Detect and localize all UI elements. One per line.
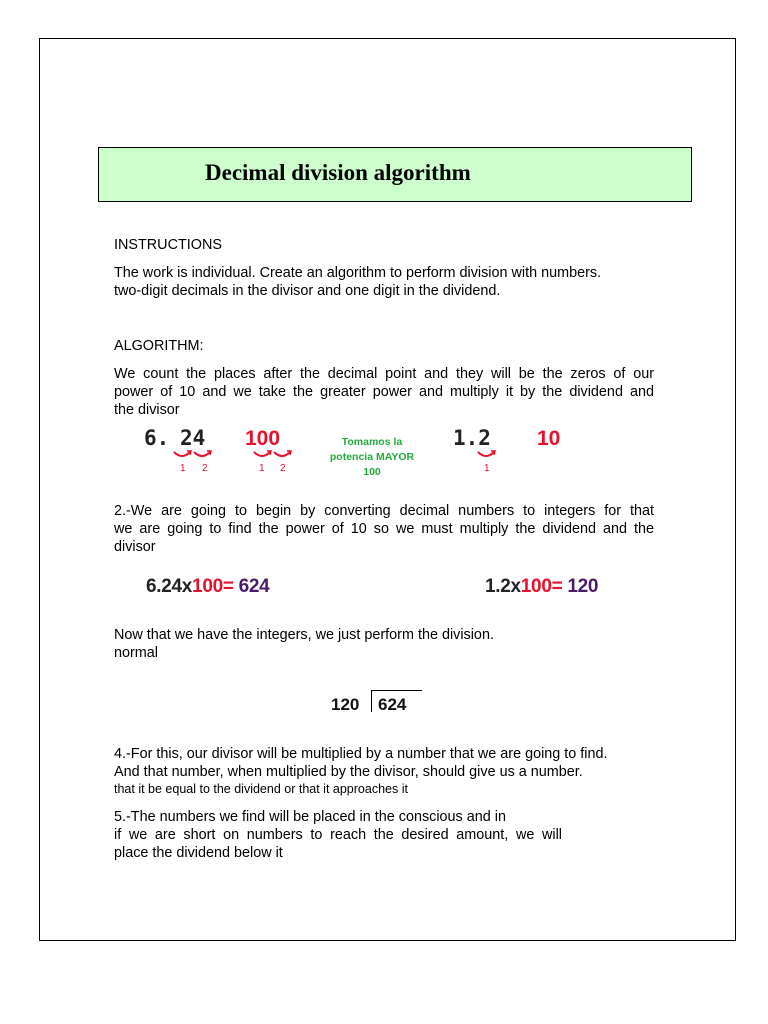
decimal-jump-arrow-b: [474, 448, 504, 462]
number-b: 1.2: [453, 426, 491, 450]
power-a-index-1: 1: [259, 463, 265, 474]
division-dividend: 624: [378, 695, 407, 714]
instructions-heading: INSTRUCTIONS: [114, 237, 222, 253]
instructions-line-1: The work is individual. Create an algorithm to perform division with numbers.: [114, 265, 602, 281]
algorithm-line-2: power of 10 and we take the greater power and multiply it by the dividend and: [114, 384, 654, 400]
greater-power-note: [318, 435, 426, 480]
step-5-line-3: place the dividend below it: [114, 845, 283, 861]
instructions-line-2: two-digit decimals in the divisor and one digit in the dividend.: [114, 283, 501, 299]
power-b: 10: [537, 427, 561, 450]
note-line-3: 100: [363, 466, 381, 478]
page-title: Decimal division algorithm: [205, 160, 471, 185]
step-4-line-3: that it be equal to the dividend or that it approaches it: [114, 782, 408, 796]
number-b-index-1: 1: [484, 463, 490, 474]
step-2-line-1: 2.-We are going to begin by converting decimal numbers to integers for that: [114, 503, 654, 519]
step-2-line-3: divisor: [114, 539, 156, 555]
right-result: 120: [567, 576, 599, 597]
number-a-decimals: 24: [180, 426, 206, 450]
number-a-integer: 6.: [144, 426, 170, 450]
right-multiplication: [485, 576, 598, 598]
division-divisor: 120: [331, 695, 360, 714]
note-line-2: potencia MAYOR: [329, 451, 415, 463]
decimal-jump-arrows-power: [250, 448, 300, 462]
left-result: 624: [238, 576, 270, 597]
step-3-line-2: normal: [114, 645, 158, 661]
number-a-index-1: 1: [180, 463, 186, 474]
algorithm-line-3: the divisor: [114, 402, 180, 418]
step-5-line-2: if we are short on numbers to reach the desired amount, we will: [114, 827, 562, 843]
step-4-line-1: 4.-For this, our divisor will be multiplied by a number that we are going to find.: [114, 746, 608, 762]
algorithm-line-1: We count the places after the decimal point and they will be the zeros of our: [114, 366, 654, 382]
left-operand: 6.24x: [146, 576, 193, 597]
title-box: [98, 147, 692, 202]
left-multiplier: 100=: [192, 576, 234, 597]
right-operand: 1.2x: [485, 576, 521, 597]
right-multiplier: 100=: [520, 576, 563, 597]
power-a: 100: [245, 427, 281, 450]
step-5-line-1: 5.-The numbers we find will be placed in the conscious and in: [114, 809, 506, 825]
step-4-line-2: And that number, when multiplied by the divisor, should give us a number.: [114, 764, 583, 780]
division-bracket-vertical: [371, 690, 372, 712]
left-multiplication: [146, 576, 269, 598]
power-a-index-2: 2: [280, 463, 286, 474]
step-2-line-2: we are going to find the power of 10 so we must multiply the dividend and the: [114, 521, 654, 537]
division-bracket-horizontal: [372, 690, 422, 691]
note-line-1: Tomamos la: [341, 436, 403, 448]
step-3-line-1: Now that we have the integers, we just perform the division.: [114, 627, 494, 643]
number-a-index-2: 2: [202, 463, 208, 474]
decimal-jump-arrows-a: [170, 448, 220, 462]
algorithm-heading: ALGORITHM:: [114, 338, 204, 354]
